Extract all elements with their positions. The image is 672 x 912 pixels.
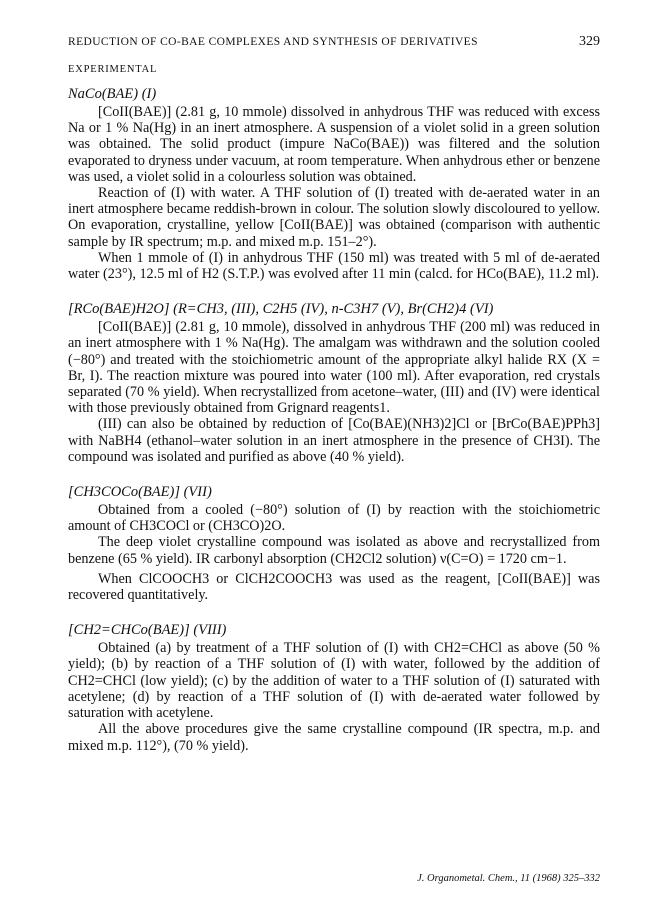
paragraph: Obtained from a cooled (−80°) solution of (I) by reaction with the stoichiometric amount of CH3COCl or (CH3CO)2O. [68,502,600,535]
paragraph: (III) can also be obtained by reduction of [Co(BAE)(NH3)2]Cl or [BrCo(BAE)PPh3] with NaBH4 (ethanol–water solution in an inert atmosphere in the presence of CH3I). The compound was isolated and purified as above (40 % yield). [68,416,600,465]
paragraph: Reaction of (I) with water. A THF solution of (I) treated with de-aerated water in an inert atmosphere became reddish-brown in colour. The solution slowly discoloured to yellow. On evaporation, crystalline, yellow [CoII(BAE)] was obtained (comparison with authentic sample by IR spectrum; m.p. and mixed m.p. 151–2°). [68,185,600,250]
section-title: EXPERIMENTAL [68,64,158,75]
paragraph: [CoII(BAE)] (2.81 g, 10 mmole) dissolved in anhydrous THF was reduced with excess Na or 1 % Na(Hg) in an inert atmosphere. A suspension of a violet solid in a green solution was obtained. The solid product (impure NaCo(BAE)) was filtered and the solution evaporated to dryness under vacuum, at room temperature. When anhydrous ether or benzene was used, a violet solid in a colourless solution was obtained. [68,104,600,185]
page-number: 329 [579,34,600,49]
running-title: REDUCTION OF CO-BAE COMPLEXES AND SYNTHESIS OF DERIVATIVES [68,36,478,48]
paragraph: When 1 mmole of (I) in anhydrous THF (150 ml) was treated with 5 ml of de-aerated water (23°), 12.5 ml of H2 (S.T.P.) was evolved after 11 min (calcd. for HCo(BAE), 11.2 ml). [68,249,600,283]
paragraph: The deep violet crystalline compound was isolated as above and recrystallized from benzene (65 % yield). IR carbonyl absorption (CH2Cl2 solution) ν(C=O) = 1720 cm−1. [68,534,600,567]
compound-heading: NaCo(BAE) (I) [68,86,157,102]
running-header [68,34,600,50]
paragraph: All the above procedures give the same crystalline compound (IR spectra, m.p. and mixed m.p. 112°), (70 % yield). [68,721,600,754]
compound-heading: [RCo(BAE)H2O] (R=CH3, (III), C2H5 (IV), n-C3H7 (V), Br(CH2)4 (VI) [68,301,494,318]
paragraph: Obtained (a) by treatment of a THF solution of (I) with CH2=CHCl as above (50 % yield); (b) by reaction of a THF solution of (I) with water, followed by the addition of CH2=CHCl (low yield); (c) by the addition of water to a THF solution of (I) saturated with acetylene; (d) by reaction of a THF solution of (I) with de-aerated water followed by saturation with acetylene. [68,640,600,722]
journal-citation: J. Organometal. Chem., 11 (1968) 325–332 [417,873,600,884]
compound-heading: [CH2=CHCo(BAE)] (VIII) [68,622,227,639]
compound-heading: [CH3COCo(BAE)] (VII) [68,484,212,501]
paragraph: When ClCOOCH3 or ClCH2COOCH3 was used as the reagent, [CoII(BAE)] was recovered quantitatively. [68,570,600,604]
page-body [68,34,600,754]
paragraph: [CoII(BAE)] (2.81 g, 10 mmole), dissolved in anhydrous THF (200 ml) was reduced in an inert atmosphere with 1 % Na(Hg). The amalgam was withdrawn and the solution cooled (−80°) and treated with the stoichiometric amount of the appropriate alkyl halide RX (X = Br, I). The reaction mixture was poured into water (100 ml). After evaporation, red crystals separated (70 % yield). When recrystallized from acetone–water, (III) and (IV) were identical with those previously obtained from Grignard reagents1. [68,319,600,417]
